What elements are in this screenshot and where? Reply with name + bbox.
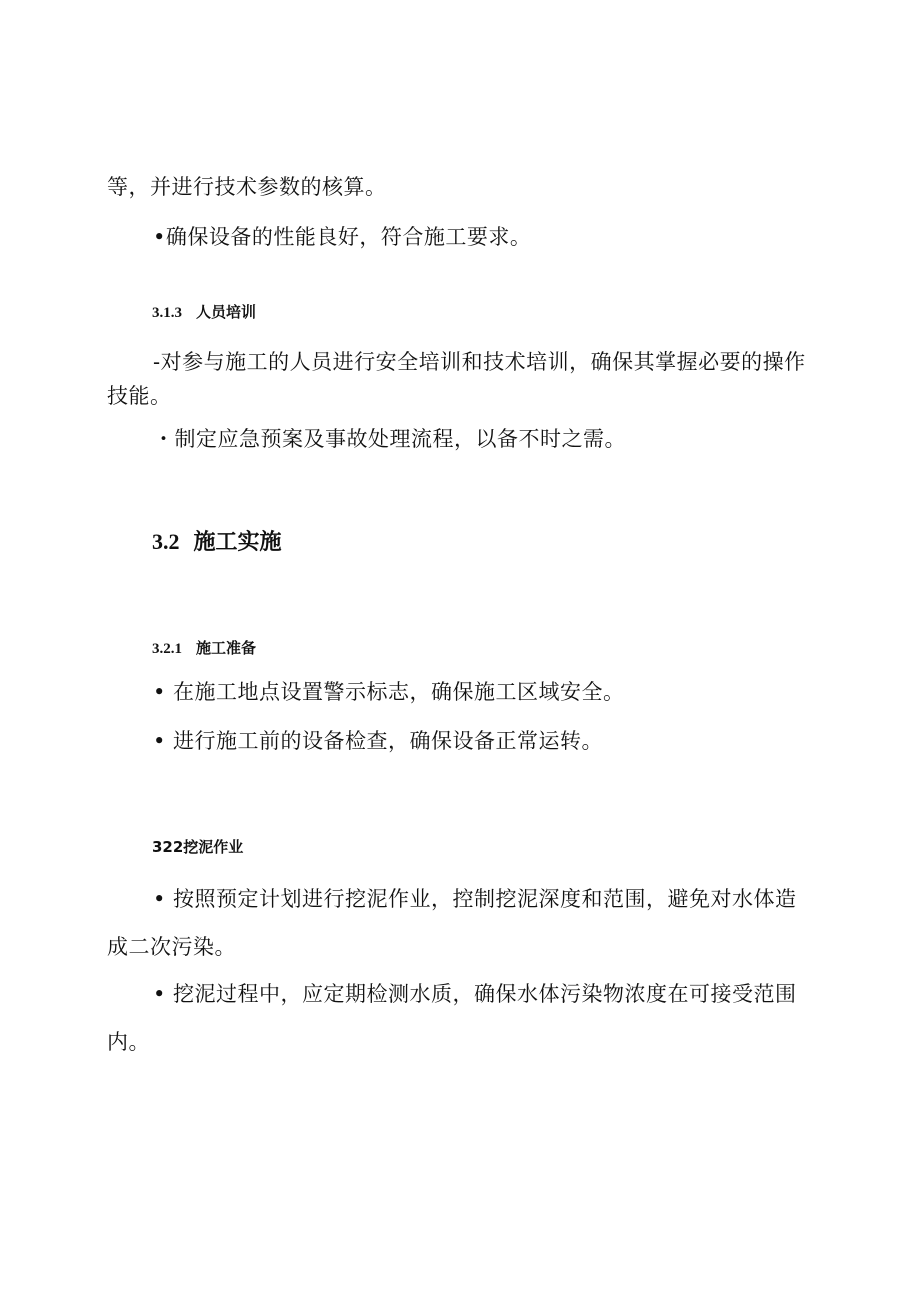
section-heading-3-2-2: 322挖泥作业 bbox=[152, 838, 244, 856]
section-heading-3-2 bbox=[152, 527, 282, 557]
bullet-item: • 按照预定计划进行挖泥作业，控制挖泥深度和范围，避免对水体造成二次污染。 bbox=[107, 887, 797, 959]
bullet-item: • 挖泥过程中，应定期检测水质，确保水体污染物浓度在可接受范围内。 bbox=[107, 982, 797, 1054]
section-number: 3.2.1 bbox=[152, 641, 182, 657]
section-number: 3.1.3 bbox=[152, 305, 182, 321]
bullet-item: -对参与施工的人员进行安全培训和技术培训，确保其掌握必要的操作技能。 bbox=[107, 350, 806, 408]
section-heading-3-1-3 bbox=[152, 302, 256, 323]
bullet-item: • 在施工地点设置警示标志，确保施工区域安全。 bbox=[153, 680, 625, 704]
section-title: 施工准备 bbox=[196, 639, 257, 657]
section-heading-3-2-1 bbox=[152, 638, 256, 659]
bullet-item: ・制定应急预案及事故处理流程，以备不时之需。 bbox=[153, 427, 626, 451]
section-title: 人员培训 bbox=[196, 303, 257, 321]
bullet-item: •确保设备的性能良好，符合施工要求。 bbox=[153, 225, 532, 249]
paragraph: 等，并进行技术参数的核算。 bbox=[107, 175, 387, 199]
section-title: 施工实施 bbox=[193, 529, 282, 555]
section-number: 3.2 bbox=[152, 529, 180, 554]
bullet-item: • 进行施工前的设备检查，确保设备正常运转。 bbox=[153, 729, 604, 753]
